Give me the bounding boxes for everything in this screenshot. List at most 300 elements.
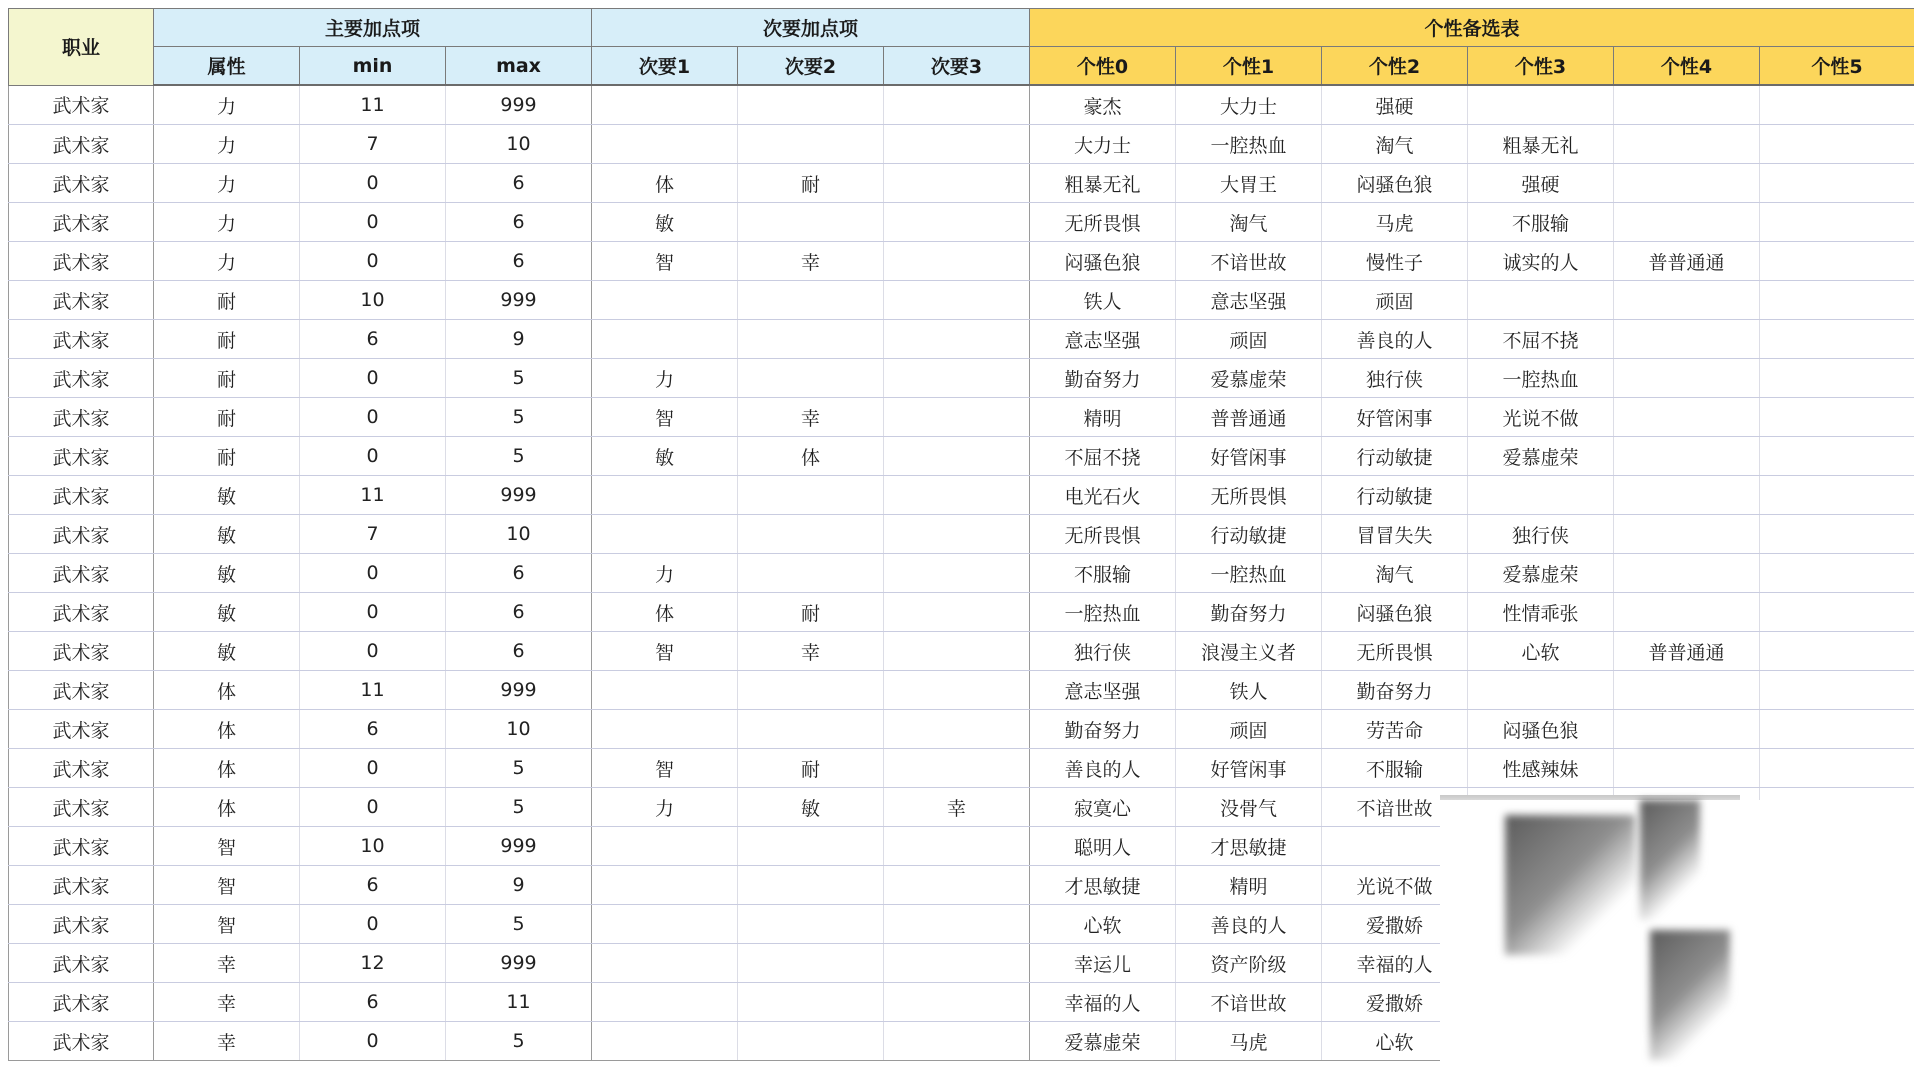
cell-s2[interactable]: 幸 bbox=[738, 398, 884, 437]
cell-attr[interactable]: 力 bbox=[154, 85, 300, 125]
cell-p1[interactable]: 好管闲事 bbox=[1176, 437, 1322, 476]
cell-p1[interactable]: 顽固 bbox=[1176, 320, 1322, 359]
cell-p5[interactable] bbox=[1760, 476, 1914, 515]
cell-max[interactable]: 5 bbox=[446, 398, 592, 437]
cell-prof[interactable]: 武术家 bbox=[9, 905, 154, 944]
cell-s1[interactable] bbox=[592, 125, 738, 164]
cell-p2[interactable]: 顽固 bbox=[1322, 281, 1468, 320]
cell-min[interactable]: 7 bbox=[300, 515, 446, 554]
cell-s2[interactable] bbox=[738, 476, 884, 515]
table-row[interactable] bbox=[9, 359, 1914, 398]
cell-min[interactable]: 0 bbox=[300, 788, 446, 827]
cell-s1[interactable] bbox=[592, 944, 738, 983]
cell-p2[interactable]: 爱撒娇 bbox=[1322, 905, 1468, 944]
cell-attr[interactable]: 体 bbox=[154, 749, 300, 788]
cell-p1[interactable]: 精明 bbox=[1176, 866, 1322, 905]
cell-p3[interactable]: 性感辣妹 bbox=[1468, 749, 1614, 788]
cell-p0[interactable]: 豪杰 bbox=[1030, 85, 1176, 125]
cell-s1[interactable]: 智 bbox=[592, 632, 738, 671]
cell-s3[interactable] bbox=[884, 983, 1030, 1022]
cell-s3[interactable] bbox=[884, 554, 1030, 593]
cell-s3[interactable] bbox=[884, 827, 1030, 866]
cell-p3[interactable]: 心软 bbox=[1468, 632, 1614, 671]
cell-s1[interactable] bbox=[592, 515, 738, 554]
cell-p5[interactable] bbox=[1760, 164, 1914, 203]
cell-attr[interactable]: 敏 bbox=[154, 515, 300, 554]
cell-prof[interactable]: 武术家 bbox=[9, 242, 154, 281]
cell-max[interactable]: 999 bbox=[446, 281, 592, 320]
cell-s2[interactable] bbox=[738, 281, 884, 320]
cell-attr[interactable]: 力 bbox=[154, 242, 300, 281]
cell-p0[interactable]: 寂寞心 bbox=[1030, 788, 1176, 827]
cell-p5[interactable] bbox=[1760, 125, 1914, 164]
cell-prof[interactable]: 武术家 bbox=[9, 476, 154, 515]
cell-attr[interactable]: 耐 bbox=[154, 398, 300, 437]
cell-s3[interactable] bbox=[884, 359, 1030, 398]
cell-s1[interactable]: 力 bbox=[592, 554, 738, 593]
cell-s1[interactable] bbox=[592, 983, 738, 1022]
cell-max[interactable]: 999 bbox=[446, 85, 592, 125]
cell-max[interactable]: 10 bbox=[446, 710, 592, 749]
cell-min[interactable]: 7 bbox=[300, 125, 446, 164]
table-row[interactable] bbox=[9, 671, 1914, 710]
cell-p1[interactable]: 好管闲事 bbox=[1176, 749, 1322, 788]
table-row[interactable] bbox=[9, 437, 1914, 476]
cell-s1[interactable]: 智 bbox=[592, 398, 738, 437]
cell-max[interactable]: 999 bbox=[446, 944, 592, 983]
cell-p4[interactable]: 普普通通 bbox=[1614, 242, 1760, 281]
cell-s2[interactable] bbox=[738, 827, 884, 866]
cell-s3[interactable] bbox=[884, 749, 1030, 788]
cell-s2[interactable] bbox=[738, 320, 884, 359]
cell-max[interactable]: 5 bbox=[446, 788, 592, 827]
cell-p0[interactable]: 幸福的人 bbox=[1030, 983, 1176, 1022]
cell-prof[interactable]: 武术家 bbox=[9, 437, 154, 476]
cell-p1[interactable]: 勤奋努力 bbox=[1176, 593, 1322, 632]
table-row[interactable] bbox=[9, 242, 1914, 281]
header-p5[interactable]: 个性5 bbox=[1760, 47, 1914, 86]
table-row[interactable] bbox=[9, 554, 1914, 593]
cell-s2[interactable]: 幸 bbox=[738, 242, 884, 281]
cell-prof[interactable]: 武术家 bbox=[9, 788, 154, 827]
header-p0[interactable]: 个性0 bbox=[1030, 47, 1176, 86]
cell-max[interactable]: 9 bbox=[446, 866, 592, 905]
cell-p3[interactable] bbox=[1468, 671, 1614, 710]
cell-p2[interactable]: 劳苦命 bbox=[1322, 710, 1468, 749]
cell-s1[interactable]: 智 bbox=[592, 242, 738, 281]
cell-max[interactable]: 5 bbox=[446, 905, 592, 944]
cell-s1[interactable] bbox=[592, 476, 738, 515]
cell-max[interactable]: 6 bbox=[446, 164, 592, 203]
cell-s2[interactable] bbox=[738, 359, 884, 398]
cell-p1[interactable]: 铁人 bbox=[1176, 671, 1322, 710]
cell-p2[interactable]: 冒冒失失 bbox=[1322, 515, 1468, 554]
cell-attr[interactable]: 耐 bbox=[154, 359, 300, 398]
cell-s2[interactable] bbox=[738, 125, 884, 164]
cell-p1[interactable]: 一腔热血 bbox=[1176, 554, 1322, 593]
cell-p4[interactable] bbox=[1614, 398, 1760, 437]
cell-p3[interactable] bbox=[1468, 85, 1614, 125]
cell-prof[interactable]: 武术家 bbox=[9, 710, 154, 749]
table-row[interactable] bbox=[9, 85, 1914, 125]
cell-p1[interactable]: 才思敏捷 bbox=[1176, 827, 1322, 866]
cell-p0[interactable]: 幸运儿 bbox=[1030, 944, 1176, 983]
cell-s1[interactable]: 力 bbox=[592, 788, 738, 827]
cell-p4[interactable] bbox=[1614, 125, 1760, 164]
cell-p4[interactable] bbox=[1614, 476, 1760, 515]
cell-s3[interactable] bbox=[884, 905, 1030, 944]
cell-attr[interactable]: 敏 bbox=[154, 476, 300, 515]
cell-p5[interactable] bbox=[1760, 203, 1914, 242]
cell-p0[interactable]: 不屈不挠 bbox=[1030, 437, 1176, 476]
cell-p1[interactable]: 行动敏捷 bbox=[1176, 515, 1322, 554]
cell-max[interactable]: 10 bbox=[446, 125, 592, 164]
cell-max[interactable]: 5 bbox=[446, 437, 592, 476]
cell-prof[interactable]: 武术家 bbox=[9, 320, 154, 359]
cell-s3[interactable] bbox=[884, 866, 1030, 905]
cell-p2[interactable]: 不谙世故 bbox=[1322, 788, 1468, 827]
cell-p2[interactable]: 马虎 bbox=[1322, 203, 1468, 242]
cell-s3[interactable] bbox=[884, 671, 1030, 710]
cell-p0[interactable]: 无所畏惧 bbox=[1030, 203, 1176, 242]
header-secondary-group[interactable]: 次要加点项 bbox=[592, 9, 1030, 47]
cell-prof[interactable]: 武术家 bbox=[9, 85, 154, 125]
cell-p1[interactable]: 善良的人 bbox=[1176, 905, 1322, 944]
cell-s1[interactable]: 体 bbox=[592, 164, 738, 203]
cell-p2[interactable]: 强硬 bbox=[1322, 85, 1468, 125]
cell-p3[interactable] bbox=[1468, 281, 1614, 320]
header-personality-group[interactable]: 个性备选表 bbox=[1030, 9, 1914, 47]
cell-p1[interactable]: 一腔热血 bbox=[1176, 125, 1322, 164]
cell-p3[interactable]: 独行侠 bbox=[1468, 515, 1614, 554]
cell-p2[interactable]: 勤奋努力 bbox=[1322, 671, 1468, 710]
cell-attr[interactable]: 耐 bbox=[154, 437, 300, 476]
cell-p4[interactable] bbox=[1614, 671, 1760, 710]
table-row[interactable] bbox=[9, 320, 1914, 359]
cell-min[interactable]: 0 bbox=[300, 593, 446, 632]
cell-p1[interactable]: 无所畏惧 bbox=[1176, 476, 1322, 515]
cell-s1[interactable] bbox=[592, 710, 738, 749]
cell-prof[interactable]: 武术家 bbox=[9, 281, 154, 320]
cell-max[interactable]: 5 bbox=[446, 1022, 592, 1061]
cell-prof[interactable]: 武术家 bbox=[9, 749, 154, 788]
cell-p1[interactable]: 资产阶级 bbox=[1176, 944, 1322, 983]
cell-p5[interactable] bbox=[1760, 398, 1914, 437]
cell-min[interactable]: 0 bbox=[300, 749, 446, 788]
header-attr[interactable]: 属性 bbox=[154, 47, 300, 86]
cell-p0[interactable]: 勤奋努力 bbox=[1030, 359, 1176, 398]
cell-s3[interactable] bbox=[884, 281, 1030, 320]
cell-attr[interactable]: 幸 bbox=[154, 1022, 300, 1061]
cell-p5[interactable] bbox=[1760, 554, 1914, 593]
cell-p1[interactable]: 不谙世故 bbox=[1176, 983, 1322, 1022]
cell-p2[interactable]: 淘气 bbox=[1322, 125, 1468, 164]
cell-p4[interactable] bbox=[1614, 320, 1760, 359]
cell-attr[interactable]: 幸 bbox=[154, 983, 300, 1022]
cell-s1[interactable] bbox=[592, 320, 738, 359]
cell-p0[interactable]: 大力士 bbox=[1030, 125, 1176, 164]
cell-s1[interactable] bbox=[592, 827, 738, 866]
cell-s3[interactable] bbox=[884, 125, 1030, 164]
cell-max[interactable]: 6 bbox=[446, 242, 592, 281]
cell-p0[interactable]: 意志坚强 bbox=[1030, 671, 1176, 710]
cell-p4[interactable] bbox=[1614, 281, 1760, 320]
cell-p0[interactable]: 独行侠 bbox=[1030, 632, 1176, 671]
cell-min[interactable]: 0 bbox=[300, 203, 446, 242]
cell-p2[interactable]: 不服输 bbox=[1322, 749, 1468, 788]
cell-attr[interactable]: 力 bbox=[154, 125, 300, 164]
cell-p1[interactable]: 爱慕虚荣 bbox=[1176, 359, 1322, 398]
cell-s2[interactable] bbox=[738, 515, 884, 554]
cell-max[interactable]: 5 bbox=[446, 359, 592, 398]
cell-p0[interactable]: 不服输 bbox=[1030, 554, 1176, 593]
header-min[interactable]: min bbox=[300, 47, 446, 86]
cell-s2[interactable] bbox=[738, 905, 884, 944]
cell-p4[interactable] bbox=[1614, 710, 1760, 749]
cell-min[interactable]: 0 bbox=[300, 359, 446, 398]
cell-p1[interactable]: 顽固 bbox=[1176, 710, 1322, 749]
table-row[interactable] bbox=[9, 749, 1914, 788]
cell-p3[interactable] bbox=[1468, 476, 1614, 515]
cell-p0[interactable]: 电光石火 bbox=[1030, 476, 1176, 515]
cell-max[interactable]: 6 bbox=[446, 554, 592, 593]
cell-p5[interactable] bbox=[1760, 320, 1914, 359]
cell-p0[interactable]: 闷骚色狼 bbox=[1030, 242, 1176, 281]
cell-s3[interactable] bbox=[884, 164, 1030, 203]
cell-max[interactable]: 10 bbox=[446, 515, 592, 554]
cell-s3[interactable] bbox=[884, 476, 1030, 515]
cell-p0[interactable]: 才思敏捷 bbox=[1030, 866, 1176, 905]
cell-p2[interactable]: 光说不做 bbox=[1322, 866, 1468, 905]
cell-p2[interactable]: 幸福的人 bbox=[1322, 944, 1468, 983]
cell-p0[interactable]: 心软 bbox=[1030, 905, 1176, 944]
cell-prof[interactable]: 武术家 bbox=[9, 671, 154, 710]
cell-prof[interactable]: 武术家 bbox=[9, 125, 154, 164]
cell-s3[interactable]: 幸 bbox=[884, 788, 1030, 827]
cell-s1[interactable]: 力 bbox=[592, 359, 738, 398]
cell-p4[interactable] bbox=[1614, 164, 1760, 203]
cell-p0[interactable]: 一腔热血 bbox=[1030, 593, 1176, 632]
cell-p1[interactable]: 淘气 bbox=[1176, 203, 1322, 242]
cell-prof[interactable]: 武术家 bbox=[9, 632, 154, 671]
cell-prof[interactable]: 武术家 bbox=[9, 398, 154, 437]
cell-p2[interactable]: 闷骚色狼 bbox=[1322, 593, 1468, 632]
cell-max[interactable]: 11 bbox=[446, 983, 592, 1022]
cell-p5[interactable] bbox=[1760, 632, 1914, 671]
cell-p4[interactable] bbox=[1614, 593, 1760, 632]
cell-p4[interactable] bbox=[1614, 85, 1760, 125]
header-sec2[interactable]: 次要2 bbox=[738, 47, 884, 86]
cell-attr[interactable]: 力 bbox=[154, 203, 300, 242]
cell-prof[interactable]: 武术家 bbox=[9, 827, 154, 866]
cell-max[interactable]: 6 bbox=[446, 203, 592, 242]
cell-s3[interactable] bbox=[884, 85, 1030, 125]
cell-prof[interactable]: 武术家 bbox=[9, 554, 154, 593]
cell-s2[interactable]: 幸 bbox=[738, 632, 884, 671]
cell-max[interactable]: 999 bbox=[446, 827, 592, 866]
cell-s2[interactable] bbox=[738, 983, 884, 1022]
cell-p3[interactable]: 爱慕虚荣 bbox=[1468, 554, 1614, 593]
header-p4[interactable]: 个性4 bbox=[1614, 47, 1760, 86]
cell-attr[interactable]: 体 bbox=[154, 671, 300, 710]
header-sec3[interactable]: 次要3 bbox=[884, 47, 1030, 86]
cell-p4[interactable] bbox=[1614, 359, 1760, 398]
cell-s3[interactable] bbox=[884, 632, 1030, 671]
cell-p5[interactable] bbox=[1760, 281, 1914, 320]
cell-attr[interactable]: 智 bbox=[154, 905, 300, 944]
cell-p5[interactable] bbox=[1760, 710, 1914, 749]
cell-min[interactable]: 0 bbox=[300, 164, 446, 203]
header-main-group[interactable]: 主要加点项 bbox=[154, 9, 592, 47]
cell-p1[interactable]: 大力士 bbox=[1176, 85, 1322, 125]
cell-p3[interactable]: 爱慕虚荣 bbox=[1468, 437, 1614, 476]
cell-prof[interactable]: 武术家 bbox=[9, 164, 154, 203]
cell-p1[interactable]: 浪漫主义者 bbox=[1176, 632, 1322, 671]
cell-p2[interactable]: 独行侠 bbox=[1322, 359, 1468, 398]
cell-p0[interactable]: 精明 bbox=[1030, 398, 1176, 437]
cell-p4[interactable]: 普普通通 bbox=[1614, 632, 1760, 671]
cell-min[interactable]: 10 bbox=[300, 827, 446, 866]
cell-p3[interactable]: 粗暴无礼 bbox=[1468, 125, 1614, 164]
cell-s3[interactable] bbox=[884, 320, 1030, 359]
cell-attr[interactable]: 耐 bbox=[154, 320, 300, 359]
cell-s1[interactable] bbox=[592, 866, 738, 905]
cell-s1[interactable]: 体 bbox=[592, 593, 738, 632]
cell-p1[interactable]: 普普通通 bbox=[1176, 398, 1322, 437]
table-row[interactable] bbox=[9, 398, 1914, 437]
cell-p3[interactable]: 不服输 bbox=[1468, 203, 1614, 242]
cell-p5[interactable] bbox=[1760, 671, 1914, 710]
cell-attr[interactable]: 敏 bbox=[154, 554, 300, 593]
cell-s3[interactable] bbox=[884, 203, 1030, 242]
cell-min[interactable]: 11 bbox=[300, 671, 446, 710]
table-row[interactable] bbox=[9, 164, 1914, 203]
cell-prof[interactable]: 武术家 bbox=[9, 359, 154, 398]
cell-p5[interactable] bbox=[1760, 515, 1914, 554]
cell-max[interactable]: 999 bbox=[446, 671, 592, 710]
cell-p3[interactable]: 光说不做 bbox=[1468, 398, 1614, 437]
cell-p4[interactable] bbox=[1614, 554, 1760, 593]
cell-p2[interactable]: 淘气 bbox=[1322, 554, 1468, 593]
cell-p3[interactable]: 闷骚色狼 bbox=[1468, 710, 1614, 749]
cell-s1[interactable]: 敏 bbox=[592, 437, 738, 476]
cell-p5[interactable] bbox=[1760, 85, 1914, 125]
cell-p2[interactable]: 爱撒娇 bbox=[1322, 983, 1468, 1022]
cell-p3[interactable]: 强硬 bbox=[1468, 164, 1614, 203]
cell-prof[interactable]: 武术家 bbox=[9, 593, 154, 632]
cell-min[interactable]: 11 bbox=[300, 476, 446, 515]
cell-s2[interactable] bbox=[738, 203, 884, 242]
cell-p2[interactable]: 善良的人 bbox=[1322, 320, 1468, 359]
cell-prof[interactable]: 武术家 bbox=[9, 515, 154, 554]
table-row[interactable] bbox=[9, 476, 1914, 515]
cell-p1[interactable]: 不谙世故 bbox=[1176, 242, 1322, 281]
header-p1[interactable]: 个性1 bbox=[1176, 47, 1322, 86]
cell-prof[interactable]: 武术家 bbox=[9, 1022, 154, 1061]
cell-min[interactable]: 10 bbox=[300, 281, 446, 320]
cell-attr[interactable]: 体 bbox=[154, 710, 300, 749]
cell-s2[interactable]: 体 bbox=[738, 437, 884, 476]
cell-p3[interactable]: 性情乖张 bbox=[1468, 593, 1614, 632]
cell-min[interactable]: 0 bbox=[300, 242, 446, 281]
cell-p3[interactable]: 诚实的人 bbox=[1468, 242, 1614, 281]
cell-p0[interactable]: 铁人 bbox=[1030, 281, 1176, 320]
cell-s3[interactable] bbox=[884, 437, 1030, 476]
cell-min[interactable]: 6 bbox=[300, 866, 446, 905]
cell-min[interactable]: 0 bbox=[300, 632, 446, 671]
table-row[interactable] bbox=[9, 125, 1914, 164]
cell-s1[interactable] bbox=[592, 85, 738, 125]
cell-p0[interactable]: 勤奋努力 bbox=[1030, 710, 1176, 749]
cell-p0[interactable]: 爱慕虚荣 bbox=[1030, 1022, 1176, 1061]
cell-prof[interactable]: 武术家 bbox=[9, 944, 154, 983]
cell-min[interactable]: 0 bbox=[300, 437, 446, 476]
cell-min[interactable]: 11 bbox=[300, 85, 446, 125]
cell-s3[interactable] bbox=[884, 1022, 1030, 1061]
cell-attr[interactable]: 力 bbox=[154, 164, 300, 203]
cell-p4[interactable] bbox=[1614, 437, 1760, 476]
header-max[interactable]: max bbox=[446, 47, 592, 86]
table-row[interactable] bbox=[9, 515, 1914, 554]
cell-min[interactable]: 6 bbox=[300, 983, 446, 1022]
cell-attr[interactable]: 智 bbox=[154, 827, 300, 866]
cell-p5[interactable] bbox=[1760, 359, 1914, 398]
cell-max[interactable]: 999 bbox=[446, 476, 592, 515]
header-p2[interactable]: 个性2 bbox=[1322, 47, 1468, 86]
cell-p2[interactable]: 无所畏惧 bbox=[1322, 632, 1468, 671]
table-row[interactable] bbox=[9, 203, 1914, 242]
cell-p0[interactable]: 聪明人 bbox=[1030, 827, 1176, 866]
cell-attr[interactable]: 敏 bbox=[154, 632, 300, 671]
cell-s2[interactable] bbox=[738, 866, 884, 905]
cell-p4[interactable] bbox=[1614, 203, 1760, 242]
cell-s3[interactable] bbox=[884, 515, 1030, 554]
cell-s2[interactable] bbox=[738, 944, 884, 983]
cell-s1[interactable] bbox=[592, 281, 738, 320]
cell-attr[interactable]: 智 bbox=[154, 866, 300, 905]
cell-attr[interactable]: 体 bbox=[154, 788, 300, 827]
cell-min[interactable]: 12 bbox=[300, 944, 446, 983]
cell-s2[interactable] bbox=[738, 554, 884, 593]
cell-p5[interactable] bbox=[1760, 593, 1914, 632]
table-row[interactable] bbox=[9, 281, 1914, 320]
cell-p2[interactable]: 闷骚色狼 bbox=[1322, 164, 1468, 203]
cell-p4[interactable] bbox=[1614, 515, 1760, 554]
cell-prof[interactable]: 武术家 bbox=[9, 983, 154, 1022]
cell-s2[interactable] bbox=[738, 1022, 884, 1061]
cell-p3[interactable]: 不屈不挠 bbox=[1468, 320, 1614, 359]
cell-p5[interactable] bbox=[1760, 749, 1914, 788]
cell-p3[interactable]: 一腔热血 bbox=[1468, 359, 1614, 398]
cell-p0[interactable]: 粗暴无礼 bbox=[1030, 164, 1176, 203]
cell-s1[interactable]: 智 bbox=[592, 749, 738, 788]
cell-p1[interactable]: 意志坚强 bbox=[1176, 281, 1322, 320]
cell-min[interactable]: 6 bbox=[300, 320, 446, 359]
cell-max[interactable]: 9 bbox=[446, 320, 592, 359]
cell-p0[interactable]: 意志坚强 bbox=[1030, 320, 1176, 359]
cell-s2[interactable] bbox=[738, 710, 884, 749]
cell-s2[interactable]: 耐 bbox=[738, 164, 884, 203]
header-profession[interactable]: 职业 bbox=[9, 9, 154, 86]
cell-s1[interactable] bbox=[592, 1022, 738, 1061]
cell-s3[interactable] bbox=[884, 593, 1030, 632]
cell-p5[interactable] bbox=[1760, 437, 1914, 476]
cell-p2[interactable]: 行动敏捷 bbox=[1322, 476, 1468, 515]
cell-s3[interactable] bbox=[884, 242, 1030, 281]
cell-p0[interactable]: 无所畏惧 bbox=[1030, 515, 1176, 554]
cell-attr[interactable]: 耐 bbox=[154, 281, 300, 320]
cell-attr[interactable]: 幸 bbox=[154, 944, 300, 983]
